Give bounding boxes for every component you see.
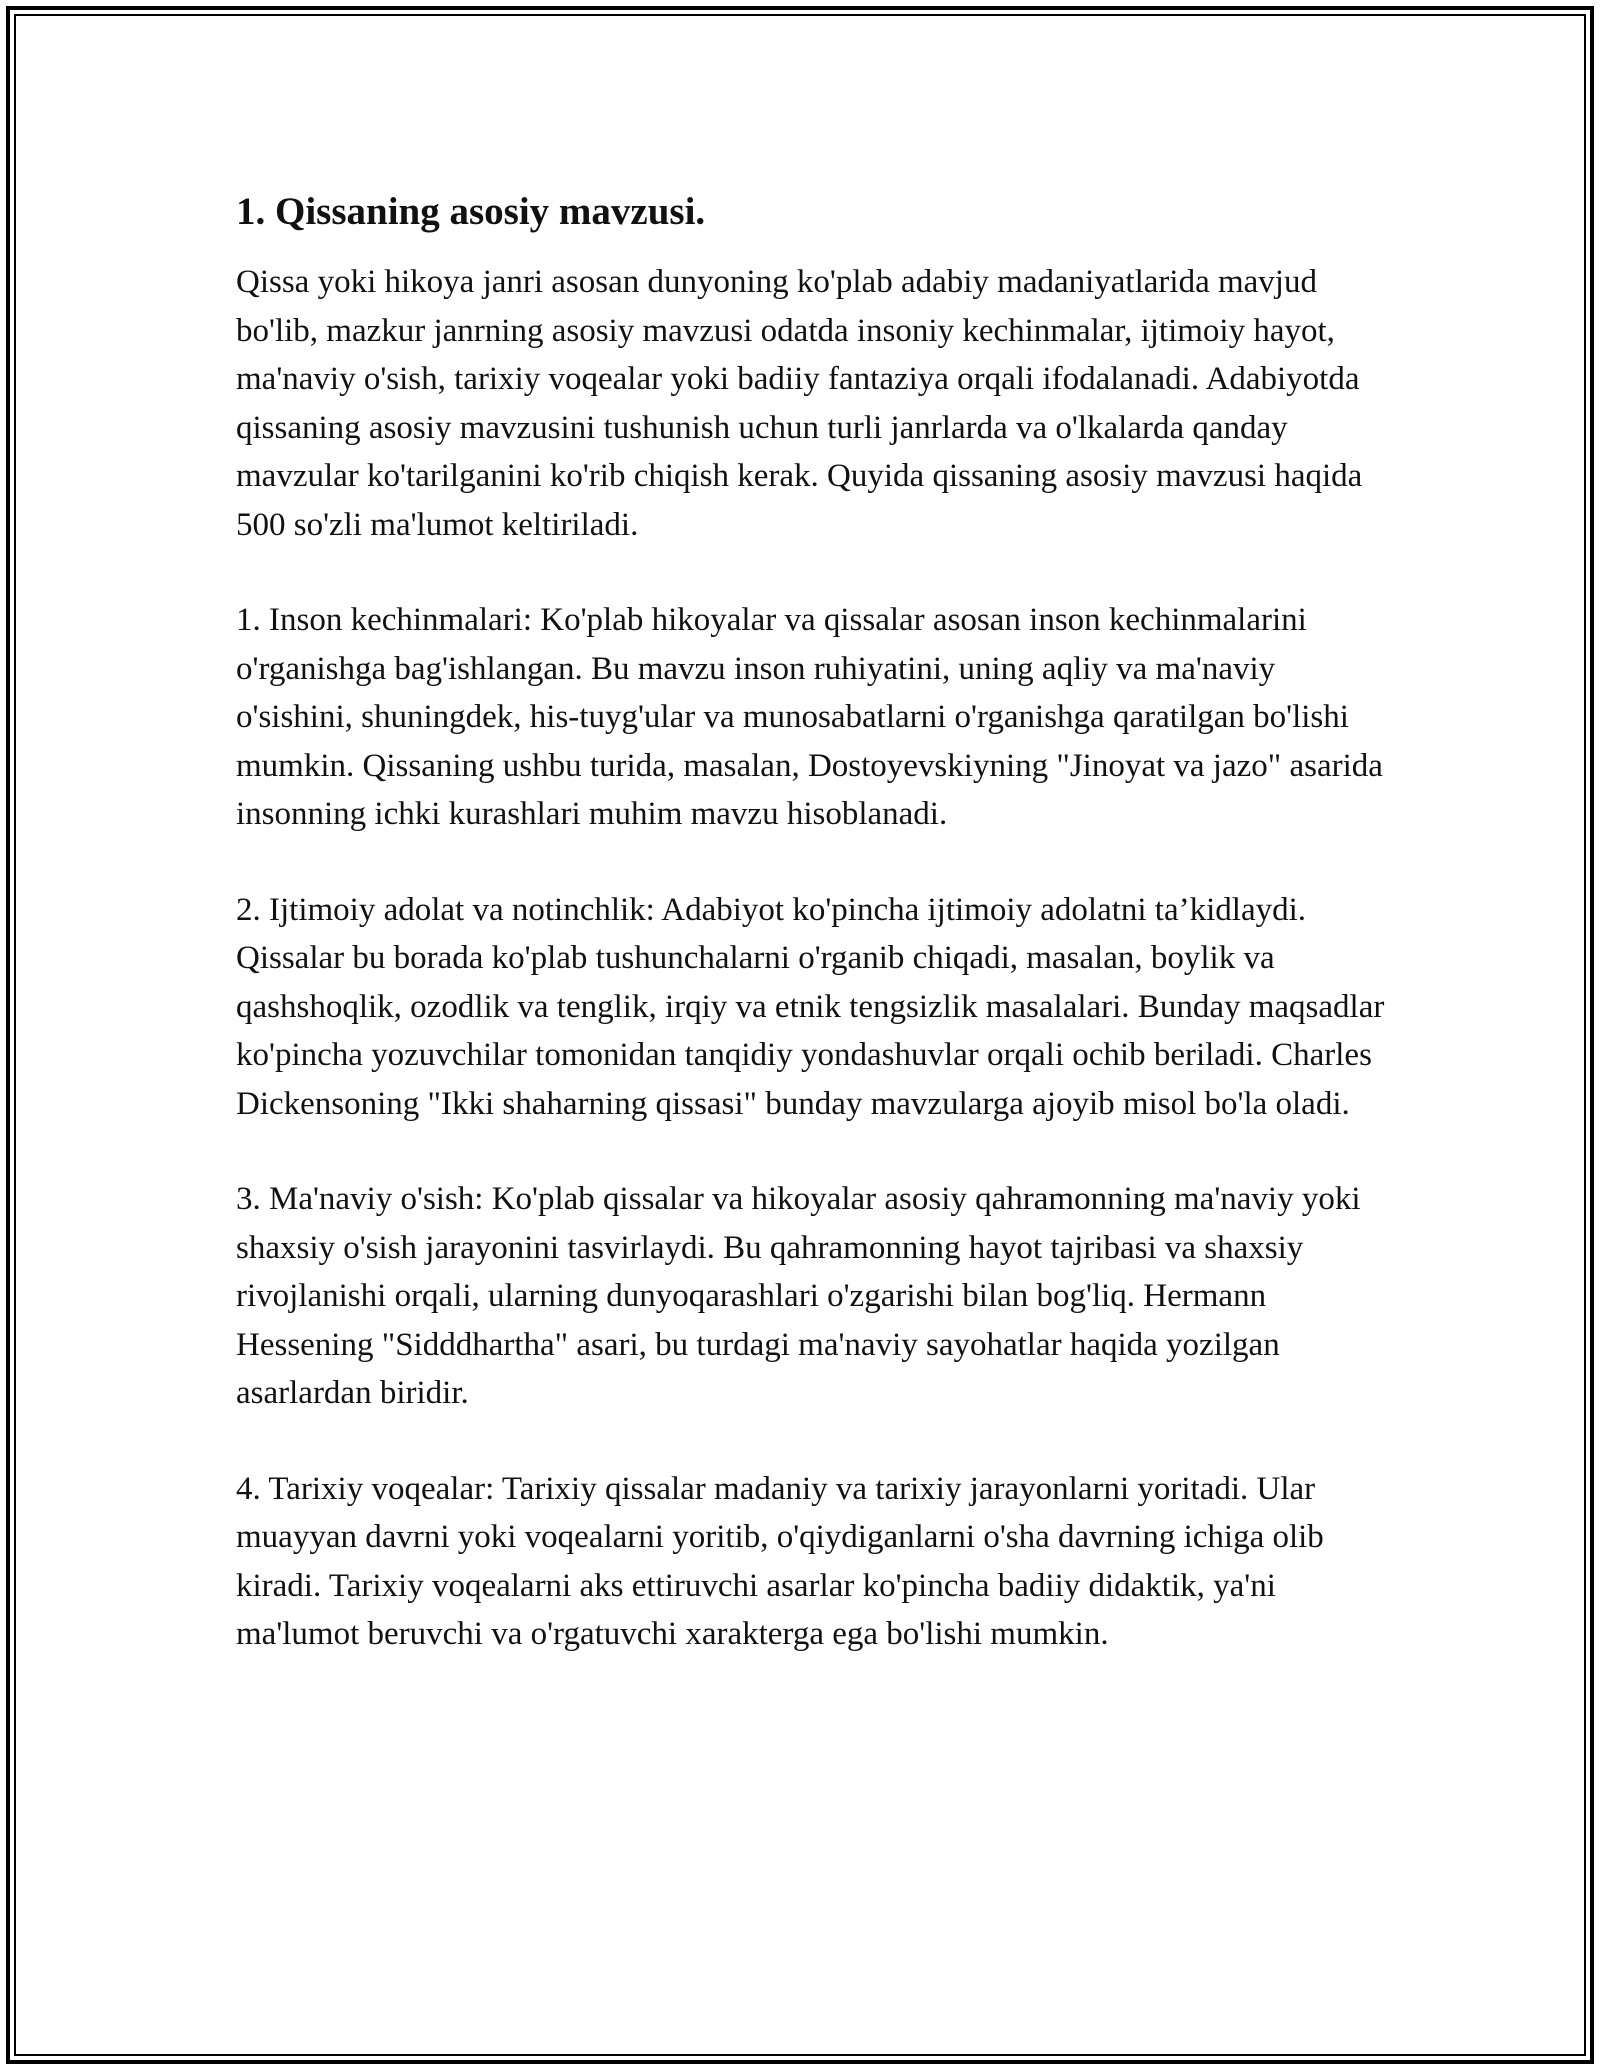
document-title: 1. Qissaning asosiy mavzusi.	[236, 190, 706, 233]
paragraph-ijtimoiy-adolat: 2. Ijtimoiy adolat va notinchlik: Adabiyot ko'pincha ijtimoiy adolatni ta’kidlaydi. Qissalar bu borada ko'plab tushunchalarni o'rganib chiqadi, masalan, boylik va qashshoqlik, ozodlik va tenglik, irqiy va etnik tengsizlik masalalari. Bunday maqsadlar ko'pincha yozuvchilar tomonidan tanqidiy yondashuvlar orqali ochib beriladi. Charles Dickensoning "Ikki shaharning qissasi" bunday mavzularga ajoyib misol bo'la oladi.	[236, 891, 1385, 1122]
paragraph-tarixiy-voqealar: 4. Tarixiy voqealar: Tarixiy qissalar madaniy va tarixiy jarayonlarni yoritadi. Ular muayyan davrni yoki voqealarni yoritib, o'qiydiganlarni o'sha davrning ichiga olib kiradi. Tarixiy voqealarni aks ettiruvchi asarlar ko'pincha badiiy didaktik, ya'ni ma'lumot beruvchi va o'rgatuvchi xarakterga ega bo'lishi mumkin.	[236, 1470, 1324, 1652]
paragraph-intro: Qissa yoki hikoya janri asosan dunyoning ko'plab adabiy madaniyatlarida mavjud bo'lib, mazkur janrning asosiy mavzusi odatda insoniy kechinmalar, ijtimoiy hayot, ma'naviy o'sish, tarixiy voqealar yoki badiiy fantaziya orqali ifodalanadi. Adabiyotda qissaning asosiy mavzusini tushunish uchun turli janrlarda va o'lkalarda qanday mavzular ko'tarilganini ko'rib chiqish kerak. Quyida qissaning asosiy mavzusi haqida 500 so'zli ma'lumot keltiriladi.	[236, 264, 1363, 543]
document-body	[236, 186, 1386, 1706]
paragraph-manaviy-osish: 3. Ma'naviy o'sish: Ko'plab qissalar va hikoyalar asosiy qahramonning ma'naviy yoki shaxsiy o'sish jarayonini tasvirlaydi. Bu qahramonning hayot tajribasi va shaxsiy rivojlanishi orqali, ularning dunyoqarashlari o'zgarishi bilan bog'liq. Hermann Hessening "Sidddhartha" asari, bu turdagi ma'naviy sayohatlar haqida yozilgan asarlardan biridir.	[236, 1181, 1361, 1411]
paragraph-inson-kechinmalari: 1. Inson kechinmalari: Ko'plab hikoyalar va qissalar asosan inson kechinmalarini o'rganishga bag'ishlangan. Bu mavzu inson ruhiyatini, uning aqliy va ma'naviy o'sishini, shuningdek, his-tuyg'ular va munosabatlarni o'rganishga qaratilgan bo'lishi mumkin. Qissaning ushbu turida, masalan, Dostoyevskiyning "Jinoyat va jazo" asarida insonning ichki kurashlari muhim mavzu hisoblanadi.	[236, 602, 1383, 832]
